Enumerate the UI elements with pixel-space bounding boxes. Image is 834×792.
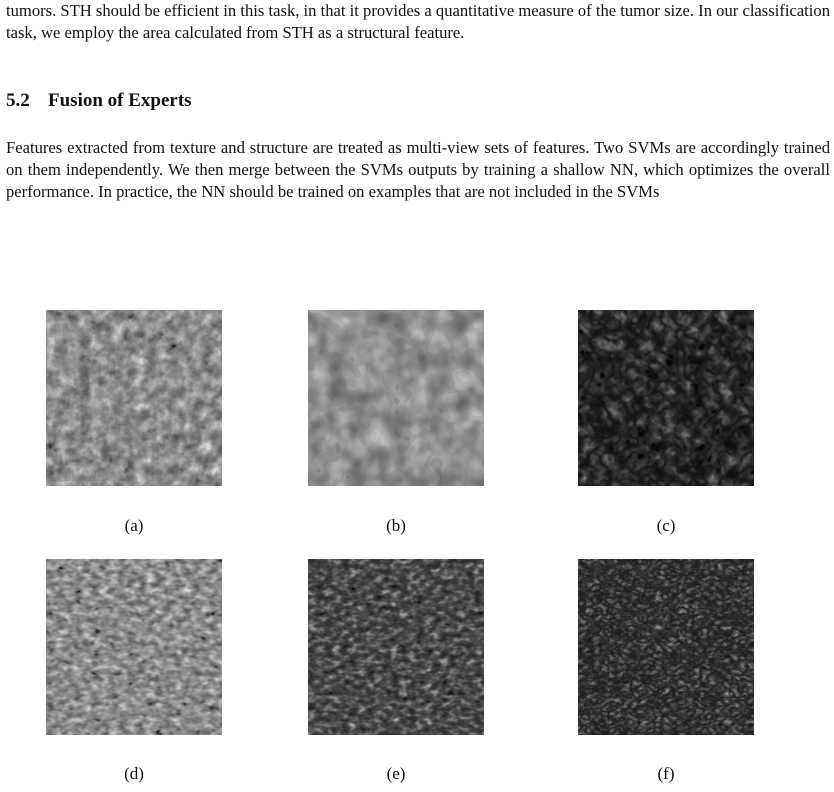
- figure-panel-b: [308, 310, 484, 486]
- paragraph-fusion: Features extracted from texture and structure are treated as multi-view sets of features. Two SVMs are accordingly trained on them independently. We then merge between the SVMs outputs by training a shallow NN, which optimizes the overall performance. In practice, the NN should be trained on examples that are not included in the SVMs: [6, 138, 830, 201]
- caption-c: (c): [656, 516, 676, 535]
- caption-b: (b): [386, 516, 406, 535]
- caption-e: (e): [386, 764, 406, 783]
- caption-a: (a): [124, 516, 144, 535]
- section-number: 5.2: [6, 90, 30, 111]
- caption-f: (f): [657, 764, 675, 783]
- figure-panel-a: [46, 310, 222, 486]
- section-heading: [6, 90, 192, 112]
- figure-panel-e: [308, 559, 484, 735]
- figure-panel-c: [578, 310, 754, 486]
- figure-panel-f: [578, 559, 754, 735]
- caption-d: (d): [124, 764, 144, 783]
- section-title: Fusion of Experts: [48, 90, 192, 111]
- paragraph-top: tumors. STH should be efficient in this task, in that it provides a quantitative measure of the tumor size. In our classification task, we employ the area calculated from STH as a structural feature.: [6, 1, 830, 42]
- figure-panel-d: [46, 559, 222, 735]
